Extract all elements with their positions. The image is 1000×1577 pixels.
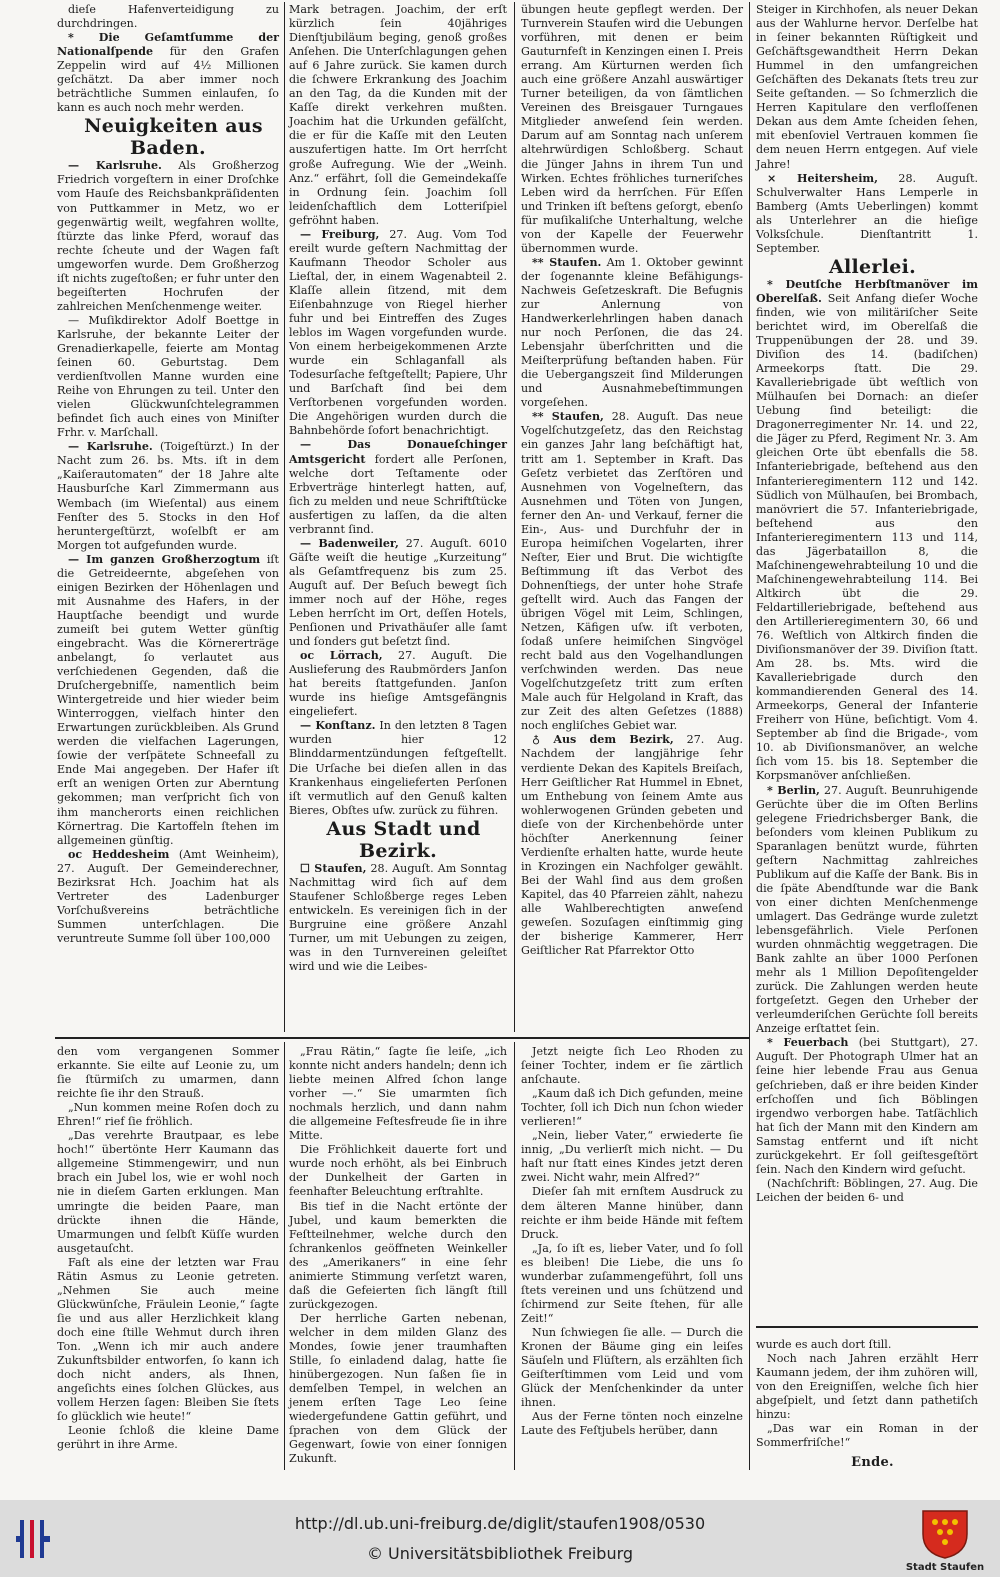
article-text: (Amt Weinheim), 27. Auguſt. Der Gemeinderechner, Bezirksrat Hch. Joachim hat als Vertreter des Ladenburger Vorſchußvereins beträchtliche Summen unterſchlagen. Die veruntreute Summe ſoll über 100,000 <box>57 847 280 945</box>
article-paragraph <box>57 31 279 115</box>
article-dateline: ♁ Aus dem Bezirk, <box>532 733 674 747</box>
article-text: dieſe Hafenverteidigung zu durchdringen. <box>57 3 279 31</box>
staufen-coat-of-arms-icon <box>920 1508 970 1560</box>
article-paragraph <box>521 3 743 256</box>
article-paragraph <box>57 1045 279 1101</box>
article-text: In den letzten 8 Tagen wurden hier 12 Blinddarmentzündungen feſtgeſtellt. Die Urſache bei dieſen allen in das Krankenhaus eingelieferten Perſonen iſt vermutlich auf den Genuß kalten Bieres, Obſtes uſw. zurück zu führen. <box>289 719 507 817</box>
article-paragraph <box>57 440 279 552</box>
article-paragraph <box>289 719 507 817</box>
article-paragraph <box>521 1087 743 1129</box>
article-text: Faſt als eine der letzten war Frau Rätin Asmus zu Leonie getreten. „Nehmen Sie auch meine Glückwünſche, Fräulein Leonie,“ ſagte ſie und aus aller Herzlichkeit klang doch eine ſtille Wehmut durch ihren Ton. „Wenn ich mir auch andere Zukunftsbilder entworfen, ſo kann ich doch nicht anders, als Ihnen, angeſichts eines ſolchen Glückes, aus vollem Herzen ſagen: Bleiben Sie ſtets ſo glücklich wie heute!“ <box>57 1255 279 1424</box>
article-text: Nun ſchwiegen ſie alle. — Durch die Kronen der Bäume ging ein leiſes Säuſeln und Flüſtern, als erzählten ſich Geiſterſtimmen vom Leid und vom Glück der Menſchenkinder da unter ihnen. <box>521 1325 743 1410</box>
article-text: Dieſer ſah mit ernſtem Ausdruck zu dem älteren Manne hinüber, dann reichte er ihm beide Hände mit feſtem Druck. <box>521 1185 743 1241</box>
article-dateline: — Badenweiler, <box>300 536 399 550</box>
article-text: iſt die Getreideernte, abgeſehen von einigen Bezirken der Höhenlagen und mit Ausnahme des Hafers, in der Hauptſache beendigt und wurde zumeiſt bei gutem Wetter günſtig eingebracht. Was die Körnererträge anbelangt, ſo verlautet aus verſchiedenen Gegenden, daß die Druſchergebniſſe, namentlich beim Wintergetreide und hier wieder beim Winterroggen, vielfach hinter den Erwartungen zurückbleiben. Als Grund werden die vielfachen Lagerungen, ſowie der verſpätete Schneefall zu Ende Mai angegeben. Der Hafer iſt erſt an wenigen Orten zur Aberntung gekommen; man verſpricht ſich von ihm mancherorts einen reichlichen Körnertrag. Die Kartoffeln ſtehen im allgemeinen günſtig. <box>57 552 279 847</box>
article-paragraph <box>756 1177 978 1205</box>
article-text: Mark betragen. Joachim, der erſt kürzlich ſein 40jähriges Dienſtjubiläum beging, genoß großes Anſehen. Die Unterſchlagungen gehen auf 6 Jahre zurück. Sie kamen durch die ſchwere Erkrankung des Joachim an den Tag, da die Kunden mit der Kaſſe direkt verkehren mußten. Joachim hat die Urkunden gefälſcht, die er für die Kaſſe mit den Leuten auszufertigen hatte. Im Ort herrſcht große Aufregung. Wie der „Weinh. Anz.“ erfährt, ſoll die Gemeindekaſſe in Ordnung ſein. Joachim ſoll leidenſchaftlich dem Lotteriſpiel gefröhnt haben. <box>289 3 507 227</box>
article-text: 27. Auguſt. Beunruhigende Gerüchte über die im Oſten Berlins gelegene Friedrichsberger Bank, die beſonders vom kleinen Publikum zu Sparanlagen benützt wurde, führten geſtern Nachmittag zahlreiches Publikum auf die Kaſſe der Bank. Bis in die ſpäte Abendſtunde war die Bank von einer dichten Menſchenmenge umlagert. Das Gedränge wurde zuletzt lebensgefährlich. Viele Perſonen wurden ohnmächtig weggetragen. Die Bank zahlte an über 1000 Perſonen mehr als 1 Million Depoſitengelder zurück. Die Zahlungen werden heute fortgeſetzt. Gegen den Urheber der verleumderiſchen Gerüchte ſoll bereits Anzeige erſtattet ſein. <box>756 783 978 1036</box>
article-text: „Das verehrte Brautpaar, es lebe hoch!“ übertönte Herr Kaumann das allgemeine Stimmengewirr, und nun brach ein Jubel los, wie er wohl noch nie in dieſem Garten erklungen. Man umringte die beiden Paare, man drückte ihnen die Hände, Umarmungen und ſelbſt Küſſe wurden ausgetauſcht. <box>57 1129 279 1255</box>
article-text: 27. Aug. Nachdem der langjährige ſehr verdiente Dekan des Kapitels Breiſach, Herr Geiſtlicher Rat Hummel in Ebnet, um Enthebung von ſeinem Amte aus wohlerwogenen Gründen gebeten und dieſe von der Kirchenbehörde unter höchſter Anerkennung ſeiner Verdienſte erhalten hatte, wurde heute in Krozingen ein Nachfolger gewählt. Bei der Wahl ſind aus dem großen Kapitel, das 40 Pfarreien zählt, nahezu alle Wahlberechtigten anweſend geweſen. Sozuſagen einſtimmig ging der bisherige Kammerer, Herr Geiſtlicher Rat Pfarrektor Otto <box>521 733 743 958</box>
section-heading: Neuigkeiten aus Baden. <box>84 115 263 160</box>
article-text: Die Fröhlichkeit dauerte fort und wurde noch erhöht, als bei Einbruch der Dunkelheit der Garten in feenhafter Beleuchtung erſtrahlte. <box>289 1143 507 1199</box>
article-text: 27. Aug. Vom Tod ereilt wurde geſtern Nachmittag der Kaufmann Theodor Scholer aus Lieſtal, der, in einem Wagenabteil 2. Klaſſe allein ſitzend, mit dem Eiſenbahnzuge von Riegel hierher fuhr und bei Eintreffen des Zuges leblos im Wagen vorgefunden wurde. Von einem herbeigekommenen Arzte wurde ein Schlaganfall als Todesurſache feſtgeſtellt; Papiere, Uhr und Barſchaft ſind bei dem Verſtorbenen vorgefunden worden. Die Angehörigen wurden durch die Bahnbehörde ſofort benachrichtigt. <box>289 227 508 438</box>
column-divider <box>284 1042 285 1470</box>
column-3 <box>521 3 743 1033</box>
article-dateline: — Konſtanz. <box>300 719 376 733</box>
article-text: 28. Auguſt. Am Sonntag Nachmittag wird ſich auf dem Staufener Schloßberge reges Leben entwickeln. Es vereinigen ſich in der Burgruine eine größere Anzahl Turner, um mit Uebungen zu zeigen, was in den Turnvereinen geleiſtet wird und wie die Leibes- <box>289 861 507 974</box>
source-url-link[interactable]: http://dl.ub.uni-freiburg.de/diglit/staufen1908/0530 <box>294 1514 706 1533</box>
article-text: wurde es auch dort ſtill. <box>756 1338 892 1351</box>
article-text: (Toigeſtürzt.) In der Nacht zum 26. bs. Mts. iſt in dem „Kaiſerautomaten“ der 18 Jahre alte Hausburſche Karl Zimmermann aus Wembach (im Wieſental) aus einem Fenſter des 5. Stocks in den Hof heruntergeſtürzt, woſelbſt er am Morgen tot aufgefunden wurde. <box>57 440 279 552</box>
article-paragraph <box>521 733 743 958</box>
article-paragraph <box>521 1326 743 1410</box>
article-paragraph <box>756 1338 978 1352</box>
article-paragraph <box>289 537 507 649</box>
article-text: 27. Auguſt. 6010 Gäſte weiſt die heutige „Kurzeitung“ als Geſamtfrequenz bis zum 25. Auguſt auf. Der Beſuch bewegt ſich immer noch auf der Höhe, reges Leben herrſcht im Ort, deſſen Hotels, Penſionen und Privathäuſer alle ſamt und ſonders gut beſetzt ſind. <box>289 536 507 649</box>
feuilleton-column-1 <box>57 1045 279 1470</box>
feuilleton-column-3 <box>521 1045 743 1470</box>
copyright-text: © Universitätsbibliothek Freiburg <box>366 1544 634 1563</box>
article-text: für den Grafen Zeppelin wird auf 4½ Millionen geſchätzt. Da aber immer noch beträchtliche Summen einlaufen, ſo kann es auch noch mehr werden. <box>57 45 279 115</box>
feuilleton-column-2 <box>289 1045 507 1470</box>
column-1 <box>57 3 279 1033</box>
article-paragraph <box>289 228 507 439</box>
article-text: „Ja, ſo iſt es, lieber Vater, und ſo ſoll es bleiben! Die Liebe, die uns ſo wunderbar zuſammengeführt, ſoll uns ſtets vereinen und uns ſchützend und ſchirmend zur Seite ſtehen, für alle Zeit!“ <box>521 1241 743 1325</box>
article-paragraph <box>57 159 279 314</box>
column-divider <box>514 1042 515 1470</box>
viewer-footer <box>0 1500 1000 1577</box>
article-dateline: * Feuerbach <box>767 1036 849 1050</box>
article-text: „Frau Rätin,“ ſagte ſie leiſe, „ich konnte nicht anders handeln; denn ich liebte meinen Alfred ſchon lange vorher —.“ Sie umarmten ſich nochmals herzlich, und dann nahm die allgemeine Feſtesfreude ſie in ihre Mitte. <box>289 1045 507 1143</box>
article-text: Leonie ſchloß die kleine Dame gerührt in ihre Arme. <box>57 1424 279 1452</box>
article-dateline: — Freiburg, <box>300 227 380 241</box>
article-paragraph <box>521 1045 743 1087</box>
article-dateline: oc Lörrach, <box>300 649 383 663</box>
article-paragraph <box>57 1101 279 1129</box>
article-text: Bis tief in die Nacht ertönte der Jubel, und kaum bemerkten die Feſtteilnehmer, welche durch den ſchrankenlos geöffneten Weinkeller des „Amerikaners“ in eine ſehr animierte Stimmung verſetzt waren, daß die Gefeierten ſich längſt ſtill zurückgezogen. <box>289 1199 507 1311</box>
article-text: Jetzt neigte ſich Leo Rhoden zu ſeiner Tochter, indem er ſie zärtlich anſchaute. <box>521 1045 743 1087</box>
article-text: den vom vergangenen Sommer erkannte. Sie eilte auf Leonie zu, um ſie ſtürmiſch zu umarmen, dann reichte ſie ihr den Strauß. <box>57 1045 279 1101</box>
article-paragraph <box>756 1036 978 1176</box>
article-paragraph <box>521 1129 743 1185</box>
story-end-mark: Ende. <box>851 1455 894 1471</box>
article-text: (bei Stuttgart), 27. Auguſt. Der Photograph Ulmer hat an ſeine hier lebende Frau aus Genua geſchrieben, daß er ihre beiden Kinder erſchoſſen und ſich Böblingen irgendwo verborgen habe. Tatſächlich hat ſich der Mann mit den Kindern am Samstag entfernt und iſt nicht zurückgekehrt. Er ſoll geiſtesgeſtört ſein. Nach den Kindern wird geſucht. <box>756 1036 979 1176</box>
column-4 <box>756 3 979 1204</box>
column-4-lower <box>756 1338 978 1478</box>
article-text: „Nun kommen meine Roſen doch zu Ehren!“ rief ſie fröhlich. <box>57 1101 279 1129</box>
article-dateline: — Das Donaueſchinger Amtsgericht <box>289 438 507 466</box>
article-paragraph <box>289 438 507 536</box>
article-dateline: * Berlin, <box>767 783 820 797</box>
article-paragraph <box>289 862 507 974</box>
article-paragraph <box>521 1185 743 1241</box>
article-text: Aus der Ferne tönten noch einzelne Laute des Feſtjubels herüber, dann <box>521 1410 743 1438</box>
section-heading: Allerlei. <box>828 255 917 278</box>
article-text: „Das war ein Roman in der Sommerfriſche!“ <box>756 1422 978 1450</box>
article-paragraph <box>57 1424 279 1452</box>
article-text: — Muſikdirektor Adolf Boettge in Karlsruhe, der bekannte Leiter der Grenadierkapelle, feierte am Montag ſeinen 60. Geburtstag. Dem verdienſtvollen Manne wurden eine Reihe von Ehrungen zu teil. Unter den vielen Glückwunſchtelegrammen befindet ſich auch eines von Miniſter Frhr. v. Marſchall. <box>57 313 279 440</box>
article-text: 28. Auguſt. Schulverwalter Hans Lemperle in Bamberg (Amts Ueberlingen) kommt als Unterlehrer an die hieſige Volksſchule. Dienſtantritt 1. September. <box>756 171 978 255</box>
article-dateline: ** Staufen, <box>532 410 604 424</box>
article-paragraph <box>57 848 279 946</box>
article-dateline: ☐ Staufen, <box>300 861 367 875</box>
section-rule <box>756 1326 978 1328</box>
article-paragraph <box>289 1045 507 1143</box>
article-dateline: oc Heddesheim <box>68 847 170 861</box>
column-divider <box>749 2 750 1470</box>
article-paragraph <box>756 278 978 784</box>
article-paragraph <box>289 1312 507 1467</box>
article-paragraph <box>57 3 279 31</box>
article-paragraph <box>521 410 743 733</box>
crest-label: Stadt Staufen <box>905 1562 985 1573</box>
article-text: Noch nach Jahren erzählt Herr Kaumann jedem, der ihm zuhören will, von den Ereigniſſen, welche ſich hier abgeſpielt, und ſetzt dann pathetiſch hinzu: <box>756 1352 978 1422</box>
article-text: Als Großherzog Friedrich vorgeſtern in einer Droſchke vom Hauſe des Reichsbankpräſidenten von Puttkammer in Metz, wo er gegenwärtig weilt, wegfahren wollte, ſtürzte das linke Pferd, worauf das rechte ſcheute und der Wagen faſt umgeworfen wurde. Dem Großherzog iſt nichts zugeſtoßen; er fuhr unter den begeiſterten Hochrufen der zahlreichen Menſchenmenge weiter. <box>57 159 279 313</box>
article-text: fordert alle Perſonen, welche dort Teſtamente oder Erbverträge hinterlegt hatten, auf, ſich zu melden und neue Schriftſtücke ausfertigen zu laſſen, da die alten verbrannt ſind. <box>289 452 507 536</box>
column-divider <box>284 2 285 1032</box>
article-text: Der herrliche Garten nebenan, welcher in dem milden Glanz des Mondes, ſowie jener traumhaften Stille, ſo einladend dalag, hatte ſie hinübergezogen. Nun ſaßen ſie in demſelben Tempel, in welchen an jenem erſten Tage Leo ſeine wiedergefundene Gattin geführt, und ſprachen von dem Glück der Gegenwart, ſowie von einer ſonnigen Zukunft. <box>289 1311 507 1466</box>
article-paragraph <box>521 256 743 411</box>
article-paragraph <box>289 1200 507 1312</box>
article-text: „Nein, lieber Vater,“ erwiederte ſie innig, „Du verlierſt mich nicht. — Du haſt nur ſtatt eines Kindes jetzt deren zwei. Nicht wahr, mein Alfred?“ <box>521 1129 743 1185</box>
article-dateline: — Karlsruhe. <box>68 440 153 454</box>
article-dateline: × Heitersheim, <box>767 171 879 185</box>
article-paragraph <box>756 784 978 1037</box>
article-paragraph <box>57 314 279 440</box>
article-paragraph <box>289 649 507 719</box>
article-paragraph <box>756 172 978 256</box>
article-paragraph <box>57 553 279 848</box>
article-dateline: * Deutſche Herbſtmanöver im Oberelſaß. <box>756 277 978 305</box>
article-paragraph <box>289 3 507 228</box>
article-dateline: * Die Geſamtſumme der Nationalſpende <box>57 31 279 59</box>
article-paragraph <box>756 3 978 172</box>
article-dateline: — Karlsruhe. <box>68 159 162 173</box>
article-paragraph <box>521 1242 743 1326</box>
column-divider <box>514 2 515 1032</box>
article-text: übungen heute gepflegt werden. Der Turnverein Staufen wird die Uebungen vorführen, mit denen er beim Gauturnfeſt in Kenzingen einen I. Preis errang. Am Kürturnen werden ſich auch eine größere Anzahl auswärtiger Turner beteiligen, da von ſämtlichen Vereinen des Breisgauer Turngaues Mitglieder anweſend ſein werden. Darum auf am Sonntag nach unſerem altehrwürdigen Schloßberg. Schaut die Jünger Jahns in ihrem Tun und Wirken. Echtes fröhliches turneriſches Leben wird da herrſchen. Für Eſſen und Trinken iſt beſtens geſorgt, ebenſo für muſikaliſche Unterhaltung, welche von der Kapelle der Feuerwehr übernommen wurde. <box>521 3 743 255</box>
article-text: 27. Auguſt. Die Auslieferung des Raubmörders Janſon hat bereits ſtattgefunden. Janſon wurde ins hieſige Amtsgefängnis eingeliefert. <box>289 649 507 719</box>
article-text: (Nachſchrift: Böblingen, 27. Aug. Die Leichen der beiden 6- und <box>756 1176 978 1204</box>
article-paragraph <box>57 1256 279 1425</box>
article-paragraph <box>756 1422 978 1450</box>
article-text: Seit Anfang dieſer Woche finden, wie von militäriſcher Seite berichtet wird, im Oberelſaß die Truppenübungen der 28. und 39. Diviſion des 14. (badiſchen) Armeekorps ſtatt. Die 29. Kavalleriebrigade übt weſtlich von Mülhauſen bei Dornach: an dieſer Uebung ſind beteiligt: die Dragonerregimenter Nr. 14. und 22, die Jäger zu Pferd, Regiment Nr. 3. Am gleichen Orte übt ebenfalls die 58. Infanteriebrigade, beſtehend aus den Infanterieregimentern 112 und 142. Südlich von Mülhauſen, bei Brombach, manövriert die 57. Infanteriebrigade, beſtehend aus den Infanterieregimentern 113 und 114, das Jägerbataillon 8, die Maſchinengewehrabteilung 10 und die Maſchinengewehrabteilung 114. Bei Altkirch übt die 29. Feldartilleriebrigade, beſtehend aus den Artillerieregimentern 30, 66 und 76. Weſtlich von Altkirch finden die Diviſionsmanöver der 39. Diviſion ſtatt. Am 28. bs. Mts. wird die Kavalleriebrigade durch den kommandierenden General des 14. Armeekorps, General der Infanterie Freiherr von Hüne, beſichtigt. Vom 4. September ab ſind die Brigade-, vom 10. ab Diviſionsmanöver, an welche ſich vom 15. bis 18. September die Korpsmanöver anſchließen. <box>756 291 978 783</box>
article-paragraph <box>289 1143 507 1199</box>
section-heading: Aus Stadt und Bezirk. <box>326 817 481 862</box>
feuilleton-divider-line <box>55 1037 750 1039</box>
article-text: 28. Auguſt. Das neue Vogelſchutzgeſetz, das den Reichstag ein ganzes Jahr lang beſchäftigt hat, tritt am 1. September in Kraft. Das Geſetz verbietet das Zerſtören und Ausnehmen von Vogelneſtern, das Ausnehmen und Töten von Jungen, ferner den An- und Verkauf, ferner die Ein-, Aus- und Durchfuhr der in Europa heimiſchen Vogelarten, ihrer Neſter, Eier und Brut. Die wichtigſte Beſtimmung iſt das Verbot des Dohnenſtiegs, der unter hohe Strafe geſtellt wird. Auch das Fangen der übrigen Vögel mit Leim, Schlingen, Netzen, Käfigen uſw. iſt verboten, ſodaß unſere heimiſchen Singvögel recht bald aus den Vogelhandlungen verſchwinden werden. Das neue Vogelſchutzgeſetz tritt zum erſten Male auch für Helgoland in Kraft, das zur Zeit des alten Geſetzes (1888) noch engliſches Gebiet war. <box>521 410 743 733</box>
article-paragraph <box>756 1352 978 1422</box>
article-text: Am 1. Oktober gewinnt der ſogenannte kleine Befähigungs-Nachweis Geſetzeskraft. Die Befugnis zur Anlernung von Handwerkerlehrlingen haben danach nur noch Perſonen, die das 24. Lebensjahr überſchritten und die Meiſterprüfung beſtanden haben. Für die Uebergangszeit ſind Milderungen und Ausnahmebeſtimmungen vorgeſehen. <box>521 255 743 410</box>
article-text: Steiger in Kirchhofen, als neuer Dekan aus der Wahlurne hervor. Derſelbe hat in ſeiner bekannten Rüſtigkeit und Geſchäftsgewandtheit Herrn Dekan Hummel in den umfangreichen Geſchäften des Dekanats ſtets treu zur Seite geſtanden. — So ſchmerzlich die Herren Kapitulare den verfloſſenen Dekan aus dem Amte ſcheiden ſehen, mit ebenſoviel Vertrauen kommen ſie dem neuen Herrn entgegen. Auf viele Jahre! <box>756 3 978 171</box>
article-paragraph <box>521 1410 743 1438</box>
column-2 <box>289 3 507 1033</box>
article-text: „Kaum daß ich Dich gefunden, meine Tochter, ſoll ich Dich nun ſchon wieder verlieren!“ <box>521 1087 743 1129</box>
article-paragraph <box>57 1129 279 1255</box>
article-dateline: ** Staufen. <box>532 255 602 269</box>
article-dateline: — Im ganzen Großherzogtum <box>68 552 261 566</box>
